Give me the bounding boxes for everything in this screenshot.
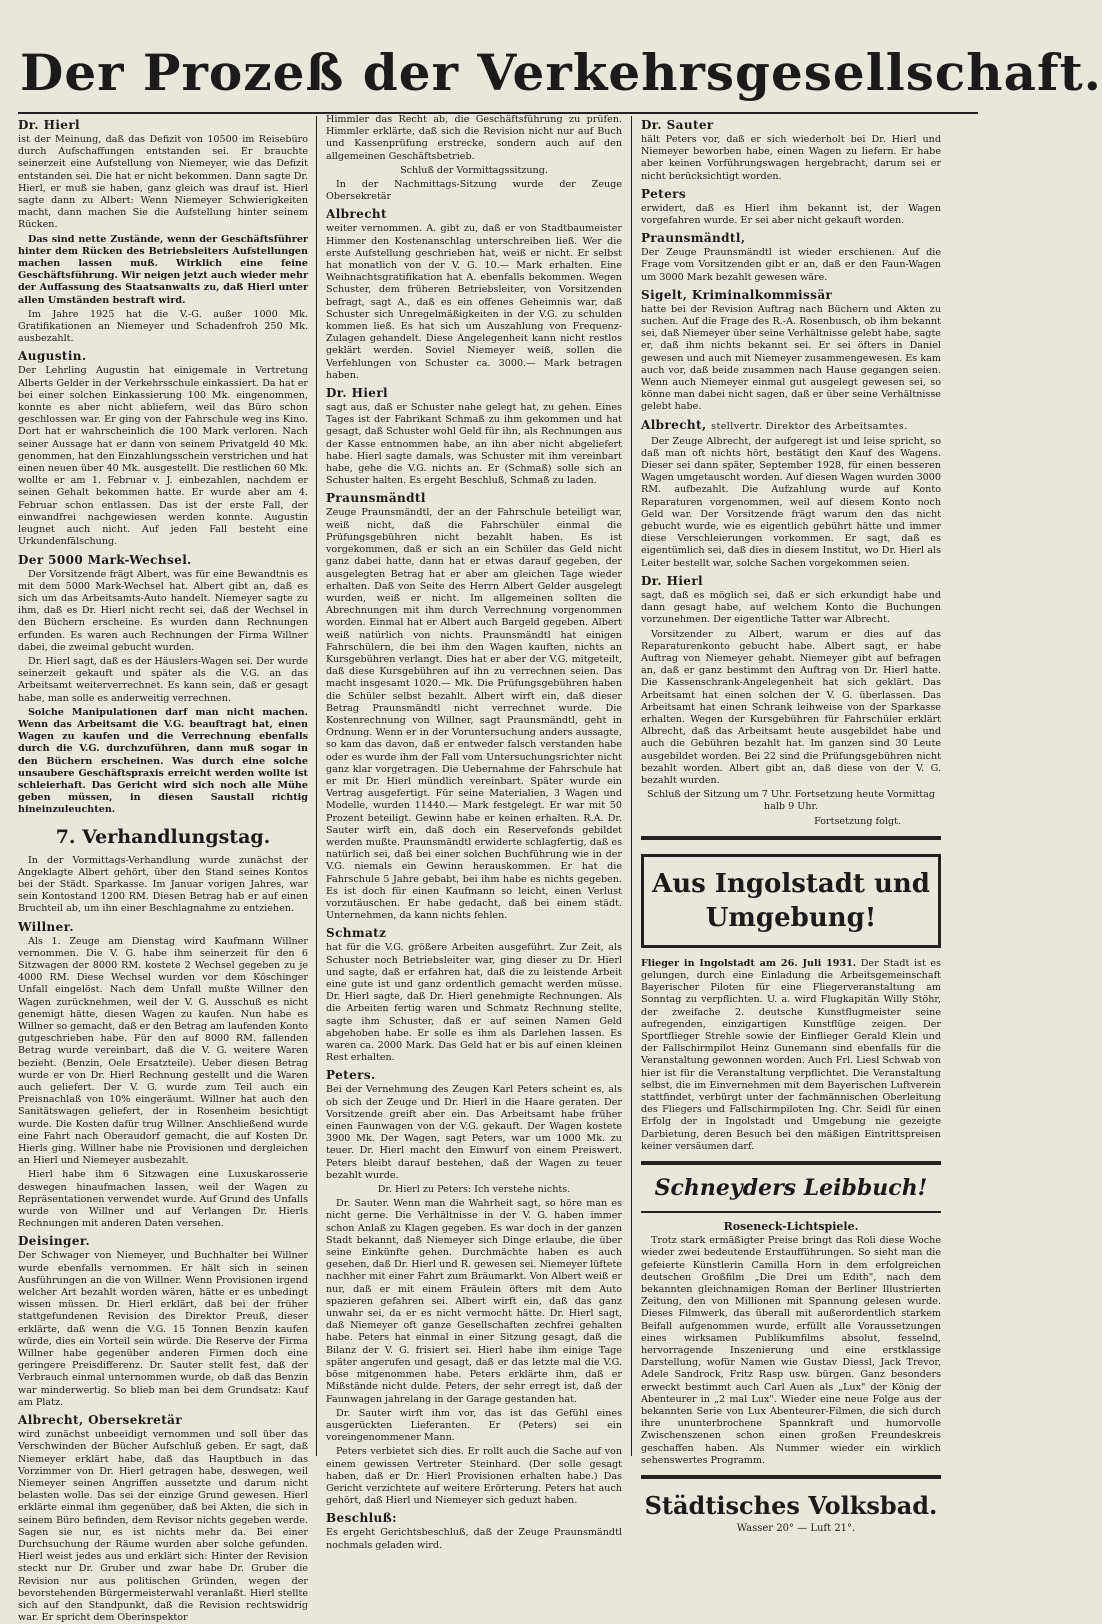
- paragraph: Der Zeuge Praunsmändtl ist wieder erschienen. Auf die Frage vom Vorsitzenden gibt er an, daß er den Faun-Wagen um 3000 Mark bezahlt gewesen wäre.: [641, 247, 941, 283]
- paragraph: Bei der Vernehmung des Zeugen Karl Peters scheint es, als ob sich der Zeuge und Dr. Hierl in die Haare geraten. Der Vorsitzende greift aber ein. Das Arbeitsamt habe früher einen Faunwagen von der V.G. gekauft. Der Wagen kostete 3900 Mk. Der Wagen, sagt Peters, war um 1000 Mk. zu teuer. Dr. Hierl macht den Einwurf von einem Preiswert. Peters bleibt darauf bestehen, daß der Wagen zu teuer bezahlt wurde.: [326, 1084, 622, 1181]
- bath-title: Städtisches Volksbad.: [644, 1491, 938, 1521]
- section-heading: Schmatz: [326, 926, 387, 941]
- column-2: [326, 114, 622, 1551]
- section-heading: Beschluß:: [326, 1511, 397, 1526]
- section-heading: Augustin.: [18, 349, 87, 364]
- column-1: [18, 114, 308, 1624]
- paragraph: ist der Meinung, daß das Defizit von 10500 im Reisebüro durch Aufschaffungen entstanden sei. Er brauchte seinerzeit eine Aufstellung von Niemeyer, wie das Defizit entstanden sei. Die hat er nicht bekommen. Dann sagte Dr. Hierl, er muß sie haben, ganz gleich was drauf ist. Hierl sagte dann zu Albert: Wenn Niemeyer Schwierigkeiten macht, dann machen Sie die Aufstellung hinter seinem Rücken.: [18, 134, 308, 231]
- paragraph: Im Jahre 1925 hat die V.-G. außer 1000 Mk. Gratifikationen an Niemeyer und Schadenfroh 250 Mk. ausbezahlt.: [18, 308, 308, 345]
- paragraph: Vorsitzender zu Albert, warum er dies auf das Reparaturenkonto gebucht habe. Albert sagt, er habe Auftrag von Niemeyer gehabt. Niemeyer gibt auf befragen an, daß er ganz bestimmt den Auftrag von Dr. Hierl hatte. Die Kassenschrank-Angelegenheit hat sich geklärt. Das Arbeitsamt hat einen solchen der V. G. überlassen. Das Arbeitsamt hat einen Schrank leihweise von der Sparkasse erhalten. Wegen der Kursgebühren für Fahrschüler erklärt Albrecht, daß das Arbeitsamt heute ausgebildet habe und auch die Gebühren bezahlt hat. Im ganzen sind 30 Leute ausgebildet worden. Bei 22 sind die Prüfungsgebühren nicht bezahlt worden. Albert gibt an, daß diese von der V. G. bezahlt wurden.: [641, 628, 941, 786]
- section-heading: Peters: [641, 186, 686, 201]
- section-heading: Deisinger.: [18, 1234, 91, 1249]
- paragraph: Der Zeuge Albrecht, der aufgeregt ist und leise spricht, so daß man oft nichts hört, bestätigt den Kauf des Wagens. Dieser sei dann später, September 1928, für einen besseren Wagen umgetauscht worden. Auf diesen Wagen wurden 3000 RM. aufbezahlt. Die Aufzahlung wurde auf Konto Reparaturen vorgenommen, weil auf diesem Konto noch Geld war. Der Vorsitzende frägt warum den das nicht gebucht wurde, wie es eigentlich gebührt hätte und immer diese Verschleierungen vorkommen. Er sagt, daß es eigentümlich sei, daß dies in diesem Institut, wo Dr. Hierl als Leiter bestellt war, solche Sachen vorgekommen seien.: [641, 435, 941, 569]
- paragraph: Peters verbietet sich dies. Er rollt auch die Sache auf von einem gewissen Vertreter Steinhard. (Der solle gesagt haben, daß er Dr. Hierl Provisionen erhalten habe.) Das Gericht verzichtete auf weitere Erörterung. Peters hat auch gehört, daß Hierl und Niemeyer sich geduzt haben.: [326, 1446, 622, 1507]
- paragraph: weiter vernommen. A. gibt zu, daß er von Stadtbaumeister Himmer den Kostenanschlag unterschreiben ließ. Wer die erste Aufstellung geschrieben hat, weiß er nicht. Er selbst hat monatlich von der V. G. 10.— Mark erhalten. Eine Weihnachtsgratifikation hat A. ebenfalls bekommen. Wegen Schuster, dem früheren Betriebsleiter, von Vorsitzenden befragt, sagt A., daß es ein offenes Geheimnis war, daß Schuster sich Unregelmäßigkeiten in der V.G. zu schulden kommen ließ. Es hat sich um Auszahlung von Frequenz-Zulagen gehandelt. Diese Angelegenheit kann nicht restlos geklärt werden. Soviel Niemeyer weiß, sollen die Verfehlungen von Schuster ca. 3000.— Mark betragen haben.: [326, 223, 622, 381]
- continued-note: Fortsetzung folgt.: [814, 815, 901, 827]
- page-title: Der Prozeß der Verkehrsgesellschaft.: [20, 43, 1102, 102]
- heading-name: Albrecht,: [641, 417, 707, 432]
- paragraph: Der Lehrling Augustin hat einigemale in Vertretung Alberts Gelder in der Verkehrsschule einkassiert. Da hat er bei einer solchen Einkassierung 100 Mk. eingenommen, konnte es aber nicht abliefern, weil das Büro schon geschlossen war. Er ging von der Fahrschule weg ins Kino. Dort hat er wahrscheinlich die 100 Mark verloren. Nach seiner Aussage hat er dann von seinem Privatgeld 40 Mk. genommen, hat den Einzahlungsschein verstrichen und hat einen neuen über 40 Mk. ausgestellt. Die restlichen 60 Mk. wollte er am 1. Februar v. J. einbezahlen, nachdem er seinen Gehalt bekommen hatte. Er wurde aber am 4. Februar schon entlassen. Das ist der erste Fall, der einwandfrei nachgewiesen werden konnte. Augustin leugnet auch nicht. Auf jeden Fall besteht eine Urkundenfälschung.: [18, 365, 308, 548]
- paragraph: Zeuge Praunsmändtl, der an der Fahrschule beteiligt war, weiß nicht, daß die Fahrschüler einmal die Prüfungsgebühren nicht bezahlt haben. Es ist vorgekommen, daß er sich an ein Schüler das Geld nicht ganz dabei hatte, dann hat er etwas darauf gegeben, der ausgelegten Betrag hat er aber am gleichen Tage wieder erhalten. Daß von Seite des Herrn Albert Gelder ausgelegt wurden, weiß er nicht. Im allgemeinen sollten die Abrechnungen mit ihm durch Verrechnung vorgenommen worden. Einmal hat er Albert auch Bargeld gegeben. Albert weiß natürlich von nichts. Praunsmändtl hat einigen Fahrschülern, die bei ihm den Wagen kauften, nichts an Kursgebühren verlangt. Dies hat er aber der V.G. mitgeteilt, daß diese Kursgebühren auf ihn zu verrechnen seien. Das macht insgesamt 1020.— Mk. Die Prüfungsgebühren haben die Schüler selbst bezahlt. Albert wirft ein, daß dieser Betrag Praunsmändtl nicht verrechnet wurde. Die Kostenrechnung von Willner, sagt Praunsmändtl, geht in Ordnung. Wenn er in der Voruntersuchung anders aussagte, so kam das davon, daß er entweder falsch verstanden habe oder es wurde ihm der Fall vom Untersuchungsrichter nicht ganz klar vorgetragen. Die Uebernahme der Fahrschule hat er mit Dr. Hierl mündlich vereinbart. Später wurde ein Vertrag ausgefertigt. Für seine Materialien, 3 Wagen und Modelle, wurden 11440.— Mark festgelegt. Er war mit 50 Prozent beteiligt. Gewinn habe er keinen erhalten. R.A. Dr. Sauter wirft ein, daß doch ein Reservefonds gebildet werden mußte. Praunsmändtl erwiderte schlagfertig, daß es natürlich sei, daß bei einer solchen Buchführung wie in der V.G. niemals ein Gewinn herauskommen. Er hat die Fahrschule 5 Jahre gebabt, bei ihm habe es nichts gegeben. Es ist doch für einen Kaufmann so leicht, einen Verlust vorzutäuschen. Er habe gedacht, daß bei einem städt. Unternehmen, da kann nichts fehlen.: [326, 507, 622, 922]
- column-divider: [316, 116, 317, 1456]
- bath-temperatures: Wasser 20° — Luft 21°.: [736, 1523, 856, 1535]
- paragraph: Schluß der Vormittagssitzung.: [400, 164, 548, 176]
- paragraph: Es ergeht Gerichtsbeschluß, daß der Zeuge Praunsmändtl nochmals geladen wird.: [326, 1527, 622, 1551]
- paragraph: In der Vormittags-Verhandlung wurde zunächst der Angeklagte Albert gehört, über den Stand seines Kontos bei der Städt. Sparkasse. Im Januar vorigen Jahres, war sein Kontostand 1200 RM. Diesen Betrag hab er auf einen Bruchteil ab, um ihn einer Beschlagnahme zu entziehen.: [18, 854, 308, 915]
- paragraph: Dr. Hierl sagt, daß es der Häuslers-Wagen sei. Der wurde seinerzeit gekauft und später als die V.G. an das Arbeitsamt weiterverrechnet. Es kann sein, daß er gesagt habe, man solle es anderweitig verrechnen.: [18, 655, 308, 704]
- section-banner: Aus Ingolstadt und Umgebung!: [641, 854, 941, 948]
- paragraph: Dr. Sauter. Wenn man die Wahrheit sagt, so höre man es nicht gerne. Die Verhältnisse in der V. G. haben immer schon Anlaß zu Klagen gegeben. Es war doch in der ganzen Stadt bekannt, daß Niemeyer sich Dinge erlaube, die über seine Einkünfte gehen. Durchmächte haben es auch gesehen, daß Dr. Hierl und R. gewesen sei. Niemeyer lüftete nachher mit einer Fahrt zum Bräumarkt. Von Albert weiß er nur, daß er mit einem Fräulein öfters mit dem Auto spazieren gefahren sei. Albert wirft ein, daß das ganz unwahr sei, da er es nicht vermocht hätte. Dr. Hierl sagt, daß Niemeyer oft ganze Gesellschaften zechfrei gehalten habe. Peters hat einmal in einer Sitzung gesagt, daß die Bilanz der V. G. frisiert sei. Hierl habe ihm einige Tage später angerufen und gesagt, daß er das letzte mal die V.G. böse mitgenommen habe. Peters erklärte ihm, daß er Mißstände nicht dulde. Peters, der sehr erregt ist, daß der Faunwagen jahrelang in der Garage gestanden hat.: [326, 1198, 622, 1405]
- section-heading: Dr. Hierl: [18, 118, 80, 132]
- column-3: [641, 114, 941, 1535]
- paragraph: Schluß der Sitzung um 7 Uhr. Fortsetzung heute Vormittag halb 9 Uhr.: [647, 789, 935, 813]
- paragraph: Der Vorsitzende frägt Albert, was für eine Bewandtnis es mit dem 5000 Mark-Wechsel hat. Albert gibt an, daß es sich um das Arbeitsamts-Auto handelt. Niemeyer sagte zu ihm, daß es Dr. Hierl nicht recht sei, daß der Wechsel in den Büchern erscheine. Es wurden dann Rechnungen erfunden. Es waren auch Rechnungen der Firma Willner dabei, die zweimal gebucht wurden.: [18, 568, 308, 653]
- section-heading: Albrecht, Obersekretär: [18, 1413, 183, 1428]
- paragraph: Als 1. Zeuge am Dienstag wird Kaufmann Willner vernommen. Die V. G. habe ihm seinerzeit für den 6 Sitzwagen der 8000 RM. kostete 2 Wechsel gegeben zu je 4000 RM. Diese Wechsel wurden vor dem Köschinger Unfall eingelöst. Nach dem Unfall mußte Willner den Wagen zurücknehmen, weil der V. G. Ausschuß es nicht genemigt hätte, diesen Wagen zu kaufen. Nun habe es Willner so gemacht, daß er den Betrag am laufenden Konto gutgeschrieben habe. Für den auf 8000 RM. fallenden Betrag wurde vereinbart, daß die V. G. weitere Waren bezieht. (Benzin, Oele Ersatzteile). Ueber diesen Betrag wurde er von Dr. Hierl Rechnung gestellt und die Waren auch geliefert. Der V. G. wurde zum Teil auch ein Preisnachlaß von 10% eingeräumt. Willner hat auch den Sanitätswagen geliefert, der in Rosenheim besichtigt wurde. Die Kosten dafür trug Willner. Anschließend wurde eine Fahrt nach Oberaudorf gemacht, die auf Kosten Dr. Hierls ging. Willner habe nie Provisionen und dergleichen an Hierl und Niemeyer ausbezahlt.: [18, 935, 308, 1167]
- paragraph: hat für die V.G. größere Arbeiten ausgeführt. Zur Zeit, als Schuster noch Betriebsleiter war, ging dieser zu Dr. Hierl und sagte, daß er erfahren hat, daß die zu leistende Arbeit eine gute ist und ganz ordentlich gemacht werden müsse. Dr. Hierl sagte, daß Dr. Hierl genehmigte Rechnungen. Als die Arbeiten fertig waren und Schmatz Rechnung stellte, sagte ihm Schuster, daß er auf seinen Namen Geld abgehoben habe. Er solle es ihm als Darlehen lassen. Es waren ca. 2000 Mark. Das Geld hat er bis auf einen kleinen Rest erhalten.: [326, 942, 622, 1064]
- paragraph: Solche Manipulationen darf man nicht machen. Wenn das Arbeitsamt die V.G. beauftragt hat, einen Wagen zu kaufen und die Verrechnung ebenfalls durch die V.G. durchzuführen, dann muß sogar in den Büchern erscheinen. Was durch eine solche unsaubere Geschäftspraxis erreicht werden wollte ist schleierhaft. Das Gericht wird sich noch alle Mühe geben müssen, in diesen Saustall richtig hineinzuleuchten.: [18, 706, 308, 816]
- article-heading: Flieger in Ingolstadt am 26. Juli 1931.: [641, 957, 857, 969]
- section-heading: [641, 418, 941, 434]
- paragraph: Himmler das Recht ab, die Geschäftsführung zu prüfen. Himmler erklärte, daß sich die Revision nicht nur auf Buch und Kassenprüfung erstrecke, sondern auch auf den allgemeinen Geschäftsbetrieb.: [326, 114, 622, 162]
- divider: [641, 836, 941, 840]
- paragraph: Dr. Sauter wirft ihm vor, das ist das Gefühl eines ausgerückten Lieferanten. Er (Peters) sei ein voreingenommener Mann.: [326, 1407, 622, 1444]
- divider: [641, 1475, 941, 1479]
- article-text: Der Stadt ist es gelungen, durch eine Einladung die Arbeitsgemeinschaft Bayerischer Piloten für eine Fliegerveranstaltung am Sonntag zu verpflichten. U. a. wird Flugkapitän Willy Stöhr, der zweifache 2. deutsche Kunstflugmeister seine aufregenden, einzigartigen Kunstflüge zeigen. Der Sportflieger Strehle sowie der Einflieger Gerald Klein und der Fallschirmpilot Heinz Gunemann sind ebenfalls für die Veranstaltung gewonnen worden. Auch Frl. Liesl Schwab von hier ist für die Veranstaltung verpflichtet. Die Veranstaltung selbst, die im Einvernehmen mit dem Bayerischen Luftverein stattfindet, verbürgt unter der fachmännischen Oberleitung des Fliegers und Fallschirmpiloten Ing. Chr. Seidl für einen Erfolg der in Ingolstadt und Umgebung nie gezeigte Darbietung, deren Besuch bei den mäßigen Eintrittspreisen keiner versäumen darf.: [641, 957, 941, 1152]
- section-heading: Willner.: [18, 919, 74, 934]
- paragraph: Hierl habe ihm 6 Sitzwagen eine Luxuskarosserie deswegen hinaufmachen lassen, weil der Wagen zu Repräsentationen verwendet wurde. Auf Grund des Unfalls wurde von Willner und auf Verlangen Dr. Hierls Rechnungen mit anderen Daten versehen.: [18, 1169, 308, 1230]
- section-heading: Sigelt, Kriminalkommissär: [641, 287, 833, 302]
- paragraph: Der Schwager von Niemeyer, und Buchhalter bei Willner wurde ebenfalls vernommen. Er hält sich in seinen Ausführungen an die von Willner. Wenn Provisionen irgend welcher Art bezahlt worden wären, hätte er es unbedingt wissen müssen. Dr. Hierl erklärt, daß bei der früher stattgefundenen Revision des Direktor Preuß, dieser erklärte, daß wenn die V.G. 15 Tonnen Benzin kaufen würde, dies ein Vorteil sein würde. Die Reserve der Firma Willner habe gegenüber anderen Firmen doch eine geringere Preisdifferenz. Dr. Sauter stellt fest, daß der Verbrauch einmal unternommen wurde, ob daß das Benzin war minderwertig. So blieb man bei dem Grundsatz: Kauf am Platz.: [18, 1250, 308, 1408]
- paragraph: hält Peters vor, daß er sich wiederholt bei Dr. Hierl und Niemeyer beworben habe, einen Wagen zu liefern. Er habe aber keinen Vorführungswagen hergebracht, darum sei er nicht berücksichtigt worden.: [641, 134, 941, 182]
- section-heading: Der 5000 Mark-Wechsel.: [18, 552, 192, 567]
- paragraph: In der Nachmittags-Sitzung wurde der Zeuge Obersekretär: [326, 179, 622, 203]
- section-heading: Albrecht: [326, 207, 387, 222]
- paragraph: Dr. Hierl zu Peters: Ich verstehe nichts.: [377, 1184, 571, 1196]
- paragraph: wird zunächst unbeeidigt vernommen und soll über das Verschwinden der Bücher Aufschluß geben. Er sagt, daß Niemeyer erklärt habe, daß das Hauptbuch in das Vorzimmer von Dr. Hierl getragen habe, deswegen, weil Niemeyer seinen Angriffen aussetzte und darum nicht belasten wolle. Das sei der einzige Grund gewesen. Hierl erklärte einmal ihm gegenüber, daß bei Akten, die sich in seinem Büro befinden, dem Revisor nichts gegeben werde. Sagen sie nur, es ist nichts mehr da. Bei einer Durchsuchung der Räume wurden aber solche gefunden. Hierl weist jedes aus und erklärt sich: Hinter der Revision steckt nur Dr. Gruber und zwar habe Dr. Gruber die Revision nur aus politischen Gründen, wegen der bevorstehenden Bürgermeisterwahl veranlaßt. Hierl stellte sich auf den Standpunkt, daß die Revision rechtswidrig war. Er spricht dem Oberinspektor: [18, 1429, 308, 1624]
- column-divider: [631, 116, 632, 1456]
- section-heading: Praunsmändtl: [326, 491, 426, 506]
- section-heading: Dr. Sauter: [641, 118, 714, 132]
- paragraph: erwidert, daß es Hierl ihm bekannt ist, der Wagen vorgefahren wurde. Er sei aber nicht gekauft worden.: [641, 202, 941, 227]
- divider: [641, 1161, 941, 1165]
- paragraph: sagt aus, daß er Schuster nahe gelegt hat, zu gehen. Eines Tages ist der Fabrikant Schmaß zu ihm gekommen und hat gesagt, daß Schuster wohl Geld für ihn, als Rechnungen aus der Kasse entnommen habe, an ihn aber nicht abgeliefert habe. Hierl sagte damals, was Schuster mit ihm vereinbart habe, gehe die V.G. nichts an. Er (Schmaß) solle sich an Schuster halten. Es ergeht Beschluß, Schmaß zu laden.: [326, 402, 622, 487]
- section-heading: Peters.: [326, 1068, 376, 1083]
- section-heading: Dr. Hierl: [641, 573, 703, 588]
- section-heading: Dr. Hierl: [326, 386, 388, 401]
- paragraph: [641, 958, 941, 1153]
- paragraph: Das sind nette Zustände, wenn der Geschäftsführer hinter dem Rücken des Betriebsleiters Aufstellungen machen lassen muß. Wirklich eine feine Geschäftsführung. Wir neigen jetzt auch wieder mehr der Auffassung des Staatsanwalts zu, daß Hierl unter allen Umständen bestraft wird.: [18, 233, 308, 306]
- section-heading: Praunsmändtl,: [641, 231, 746, 246]
- section-title: 7. Verhandlungstag.: [55, 825, 271, 848]
- divider: [641, 1211, 941, 1213]
- article-heading: Roseneck-Lichtspiele.: [723, 1220, 859, 1233]
- ad-title: Schneyders Leibbuch!: [654, 1175, 928, 1201]
- paragraph: hatte bei der Revision Auftrag nach Büchern und Akten zu suchen. Auf die Frage des R.-A. Rosenbusch, ob ihm bekannt sei, daß Niemeyer über seine Verhältnisse gelebt habe, sagte er, daß ihm nichts bekannt sei. Er sei öfters in Daniel gewesen und auch mit Niemeyer zusammengewesen. Es kam auch vor, daß beide zusammen nach Hause gegangen seien. Wenn auch Niemeyer einmal gut ausgelegt gewesen sei, so könne man dabei nicht sagen, daß er über seine Verhältnisse gelebt habe.: [641, 303, 941, 413]
- paragraph: sagt, daß es möglich sei, daß er sich erkundigt habe und dann gesagt habe, auf welchem Konto die Buchungen vorzunehmen. Der eigentliche Tatter war Albrecht.: [641, 589, 941, 626]
- paragraph: Trotz stark ermäßigter Preise bringt das Roli diese Woche wieder zwei bedeutende Erstaufführungen. So sieht man die gefeierte Künstlerin Camilla Horn in dem erfolgreichen deutschen Großfilm „Die Drei um Edith", nach dem bekannten gleichnamigen Roman der Berliner Illustrierten Zeitung, den von Millionen mit Spannung gelesen wurde. Dieses Filmwerk, das überall mit außerordentlich starkem Beifall aufgenommen wurde, erfüllt alle Voraussetzungen eines wirksamen Publikumfilms absolut, fesselnd, hervorragende Inszenierung und eine erstklassige Darstellung, wofür Namen wie Gustav Diessl, Jack Trevor, Adele Sandrock, Fritz Rasp usw. bürgen. Ganz besonders erweckt bestimmt auch Carl Auen als „Lux" der König der Abenteurer in „2 mal Lux". Wieder eine neue Folge aus der bekannten Serie von Lux Abenteurer-Filmen, die sich durch ihre ununterbrochene Spannkraft und humorvolle Zwischenszenen schon einen großen Freundeskreis geschaffen haben. Als Nummer wieder ein wirklich sehenswertes Programm.: [641, 1235, 941, 1466]
- heading-note: stellvertr. Direktor des Arbeitsamtes.: [711, 420, 908, 432]
